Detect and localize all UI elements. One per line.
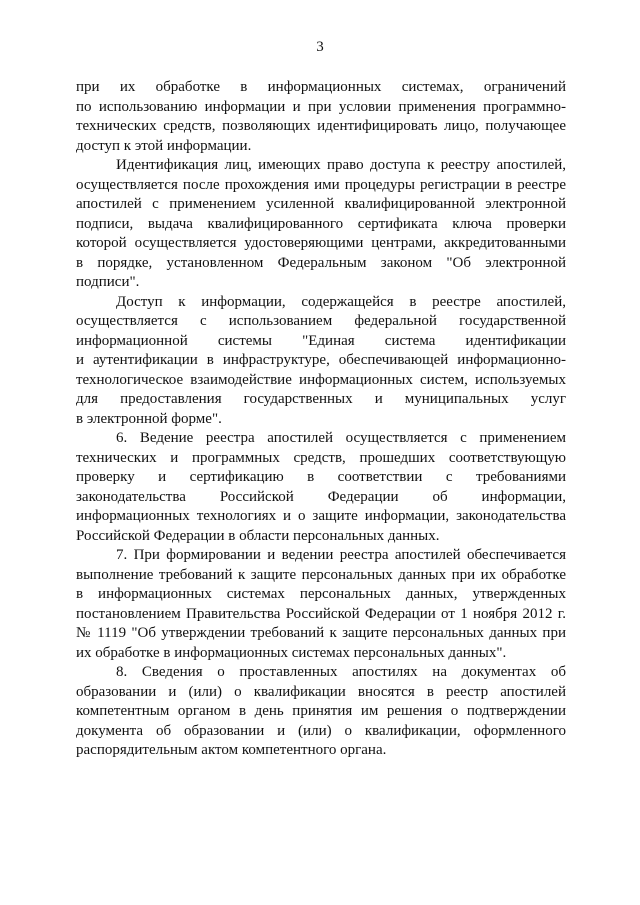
text-line: при их обработке в информационных системах, ограничений [76, 79, 566, 95]
paragraph [76, 156, 566, 293]
paragraph [76, 429, 566, 546]
text-line: технических и программных средств, прошедших соответствующую [76, 449, 566, 466]
page-number: 3 [316, 39, 324, 55]
text-line: в электронной форме". [76, 410, 222, 427]
text-line: образовании и (или) о квалификации вносятся в реестр апостилей [76, 683, 566, 700]
text-line: 6. Ведение реестра апостилей осуществляется с применением [116, 430, 566, 446]
text-line: подписи". [76, 274, 140, 290]
text-line: информационной системы "Единая система идентификации [76, 332, 566, 349]
text-line: законодательства Российской Федерации об информации, [76, 488, 566, 505]
text-line: проверку и сертификацию в соответствии с требованиями [76, 469, 566, 485]
text-line: Российской Федерации в области персональных данных. [76, 527, 440, 544]
text-line: распорядительным актом компетентного органа. [76, 742, 387, 758]
text-line: постановлением Правительства Российской Федерации от 1 ноября 2012 г. [76, 605, 566, 622]
text-line: для предоставления государственных и муниципальных услуг [76, 391, 566, 407]
text-line: которой осуществляется удостоверяющими центрами, аккредитованными [76, 235, 566, 251]
text-line: в информационных системах персональных данных, утвержденных [76, 586, 566, 602]
text-line: доступ к этой информации. [76, 137, 252, 154]
text-line: технологическое взаимодействие информационных систем, используемых [76, 371, 566, 388]
text-line: осуществляется с использованием федеральной государственной [76, 313, 566, 329]
text-line: № 1119 "Об утверждении требований к защите персональных данных при [76, 625, 566, 641]
text-line: информационных технологиях и о защите информации, законодательства [76, 508, 566, 524]
text-line: их обработке в информационных системах персональных данных". [76, 644, 507, 661]
text-line: выполнение требований к защите персональных данных при их обработке [76, 566, 566, 583]
document-body [76, 78, 566, 761]
text-line: апостилей с применением усиленной квалифицированной электронной [76, 196, 566, 212]
paragraph [76, 546, 566, 663]
text-line: Доступ к информации, содержащейся в реестре апостилей, [116, 293, 566, 310]
paragraph [76, 663, 566, 761]
text-line: Идентификация лиц, имеющих право доступа к реестру апостилей, [116, 157, 566, 173]
text-line: документа об образовании и (или) о квалификации, оформленного [76, 722, 566, 739]
text-line: компетентным органом в день принятия им решения о подтверждении [76, 703, 566, 719]
paragraph [76, 293, 566, 430]
text-line: 7. При формировании и ведении реестра апостилей обеспечивается [116, 547, 566, 563]
paragraph [76, 78, 566, 156]
text-line: технических средств, позволяющих идентифицировать лицо, получающее [76, 118, 566, 134]
text-line: и аутентификации в инфраструктуре, обеспечивающей информационно- [76, 352, 566, 368]
text-line: подписи, выдача квалифицированного сертификата ключа проверки [76, 215, 566, 232]
text-line: осуществляется после прохождения ими процедуры регистрации в реестре [76, 176, 566, 193]
text-line: 8. Сведения о проставленных апостилях на документах об [116, 664, 566, 680]
text-line: по использованию информации и при условии применения программно- [76, 98, 566, 115]
text-line: в порядке, установленном Федеральным законом "Об электронной [76, 254, 566, 271]
